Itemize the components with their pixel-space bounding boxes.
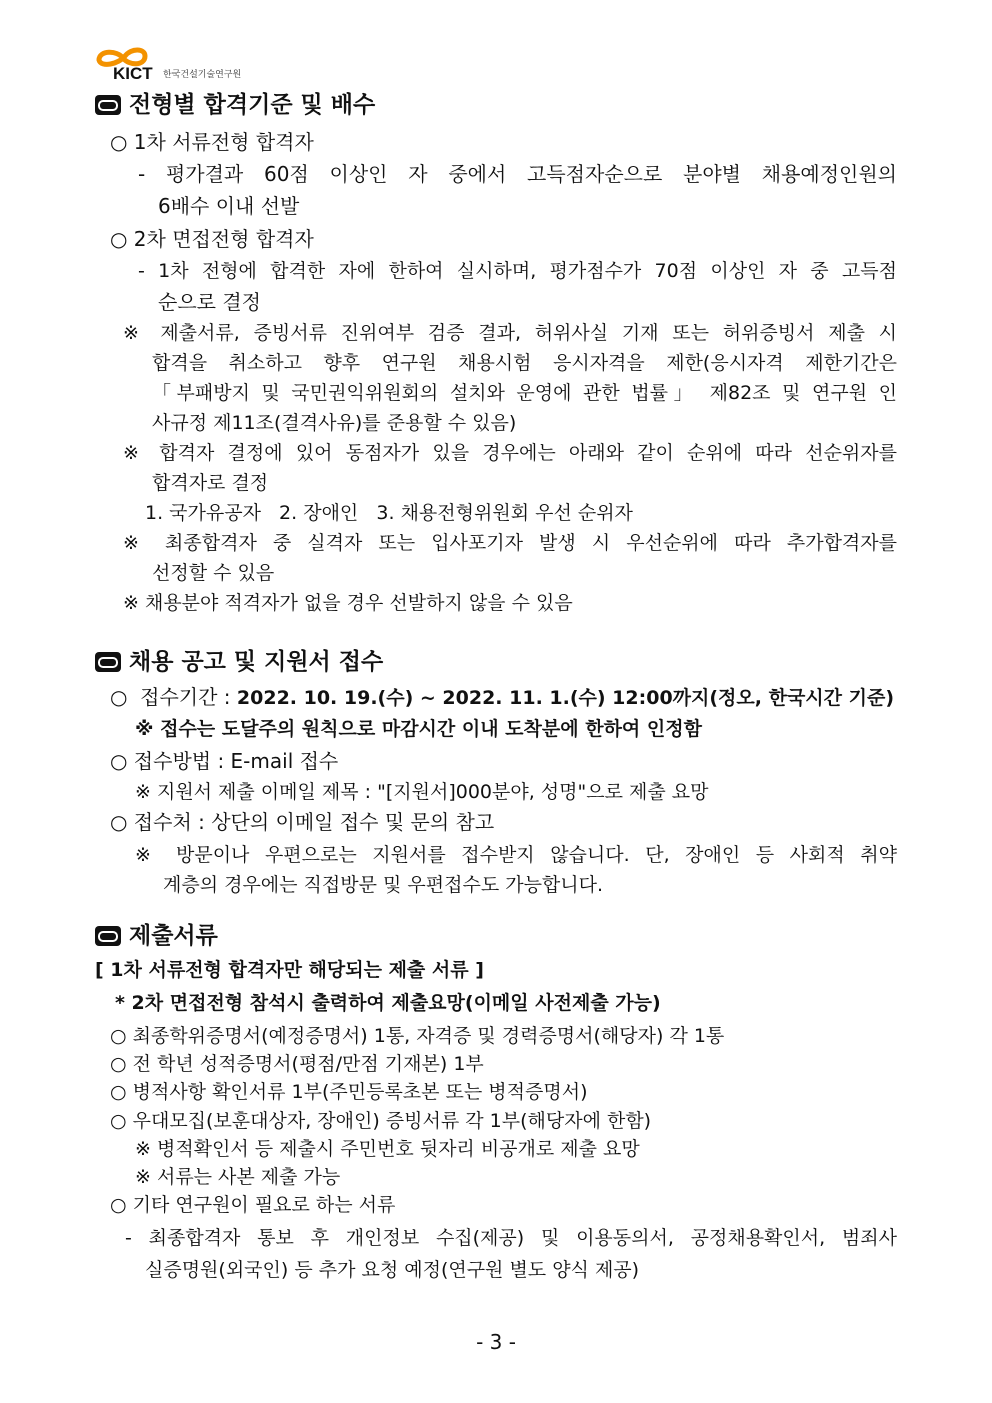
note-line: ※ 병적확인서 등 제출시 주민번호 뒷자리 비공개로 제출 요망 [135,1138,640,1160]
text-line: 실증명원(외국인) 등 추가 요청 예정(연구원 별도 양식 제공) [145,1259,640,1281]
note-line: ※ 합격자 결정에 있어 동점자가 있을 경우에는 아래와 같이 순위에 따라 선순위자를 [123,442,897,464]
kict-logo [95,46,265,86]
text-line: ○ 1차 서류전형 합격자 [110,130,314,154]
subheading: [ 1차 서류전형 합격자만 해당되는 제출 서류 ] [95,959,484,981]
subheading: * 2차 면접전형 참석시 출력하여 제출요망(이메일 사전제출 가능) [115,992,661,1014]
text-line: - 평가결과 60점 이상인 자 중에서 고득점자순으로 분야별 채용예정인원의 [138,162,897,186]
list-item: ○ 병적사항 확인서류 1부(주민등록초본 또는 병적증명서) [110,1081,588,1103]
heading-text: 채용 공고 및 지원서 접수 [129,649,384,675]
link-icon [95,95,121,115]
heading-text: 제출서류 [129,923,218,949]
text-line: ○ 접수처 : 상단의 이메일 접수 및 문의 참고 [110,810,495,834]
link-icon [95,652,121,672]
note-line: ※ 서류는 사본 제출 가능 [135,1166,341,1188]
text-line: 순으로 결정 [158,290,261,314]
heading-text: 전형별 합격기준 및 배수 [129,92,376,118]
note-line: ※ 방문이나 우편으로는 지원서를 접수받지 않습니다. 단, 장애인 등 사회적 취약 [135,844,897,866]
note-line: ※ 지원서 제출 이메일 제목 : "[지원서]000분야, 성명"으로 제출 요망 [135,781,709,803]
link-icon [95,926,121,946]
svg-text:한국건설기술연구원: 한국건설기술연구원 [163,70,242,80]
list-item: ○ 기타 연구원이 필요로 하는 서류 [110,1194,396,1216]
note-line: ※ 최종합격자 중 실격자 또는 입사포기자 발생 시 우선순위에 따라 추가합격자를 [123,532,897,554]
text-line: ○ 접수방법 : E-mail 접수 [110,749,339,773]
text-line: - 1차 전형에 합격한 자에 한하여 실시하며, 평가점수가 70점 이상인 자 중 고득점 [138,260,897,282]
priority-list: 1. 국가유공자 2. 장애인 3. 채용전형위원회 우선 순위자 [145,502,633,524]
list-item: ○ 최종학위증명서(예정증명서) 1통, 자격증 및 경력증명서(해당자) 각 1통 [110,1025,725,1047]
section-heading [95,90,375,120]
section-heading [95,647,383,677]
note-line: ※ 채용분야 적격자가 없을 경우 선발하지 않을 수 있음 [123,592,573,614]
list-item: ○ 전 학년 성적증명서(평점/만점 기재본) 1부 [110,1053,484,1075]
note-line: 합격자로 결정 [152,472,269,494]
text-line [110,683,894,712]
note-line: 계층의 경우에는 직접방문 및 우편접수도 가능합니다. [163,874,604,896]
note-line: 사규정 제11조(결격사유)를 준용할 수 있음) [152,412,517,434]
period-label: ○ 접수기간 : [110,685,237,709]
note-line: 선정할 수 있음 [152,562,275,584]
note-line: 「부패방지 및 국민권익위원회의 설치와 운영에 관한 법률」 제82조 및 연구원 인 [152,382,897,404]
svg-text:KICT: KICT [113,64,153,82]
note-line: ※ 접수는 도달주의 원칙으로 마감시간 이내 도착분에 한하여 인정함 [135,718,702,740]
note-line: 합격을 취소하고 향후 연구원 채용시험 응시자격을 제한(응시자격 제한기간은 [152,352,897,374]
note-line: ※ 제출서류, 증빙서류 진위여부 검증 결과, 허위사실 기재 또는 허위증빙서 제출 시 [123,322,897,344]
text-line: ○ 2차 면접전형 합격자 [110,227,314,251]
page-number: - 3 - [476,1330,516,1354]
section-heading [95,921,218,951]
period-value: 2022. 10. 19.(수) ~ 2022. 11. 1.(수) 12:00까지(정오, 한국시간 기준) [236,687,895,709]
list-item: ○ 우대모집(보훈대상자, 장애인) 증빙서류 각 1부(해당자에 한함) [110,1110,652,1132]
text-line: 6배수 이내 선발 [158,194,300,218]
text-line: - 최종합격자 통보 후 개인정보 수집(제공) 및 이용동의서, 공정채용확인서, 범죄사 [125,1227,897,1249]
